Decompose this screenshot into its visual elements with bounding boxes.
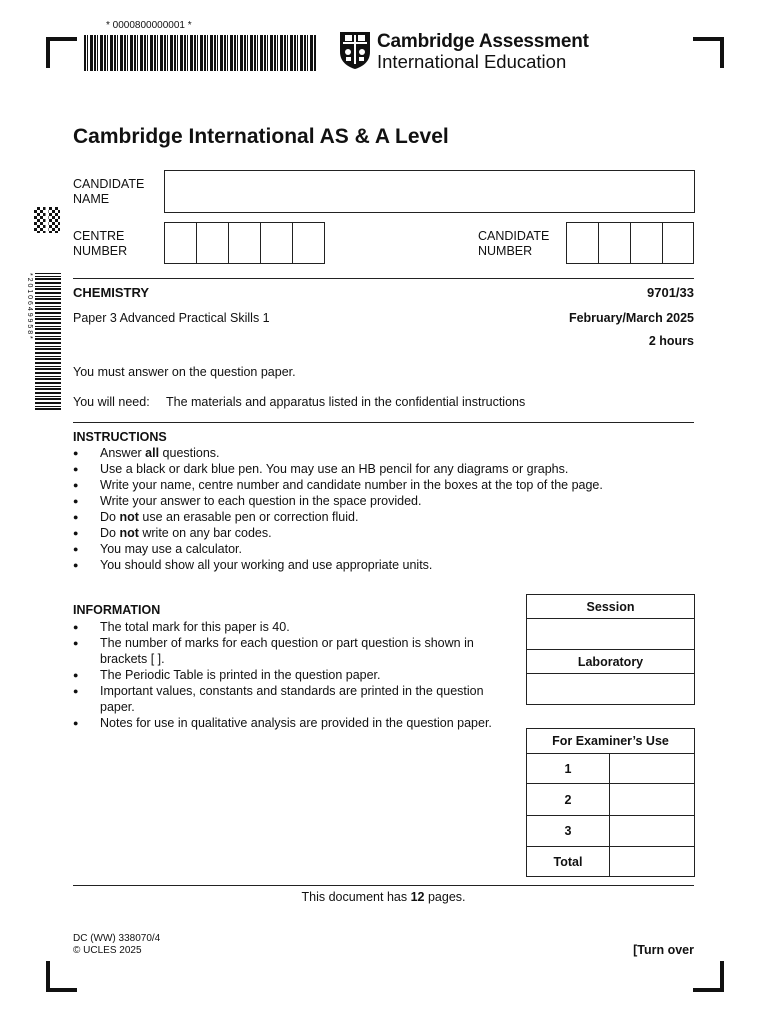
- examiner-row-3-label: 3: [526, 815, 610, 847]
- list-item: ● The number of marks for each question or part question is shown in brackets [ ].: [73, 635, 503, 667]
- list-item: ● Use a black or dark blue pen. You may use an HB pencil for any diagrams or graphs.: [73, 461, 693, 477]
- divider-2: [73, 422, 694, 423]
- list-item: ● Do not use an erasable pen or correction fluid.: [73, 509, 693, 525]
- document-code: DC (WW) 338070/4: [73, 933, 161, 944]
- answer-note: You must answer on the question paper.: [73, 365, 296, 379]
- examiner-row-2-mark[interactable]: [609, 783, 695, 816]
- laboratory-label: Laboratory: [526, 649, 695, 674]
- information-heading: INFORMATION: [73, 603, 161, 617]
- list-item: ● Write your name, centre number and candidate number in the boxes at the top of the page.: [73, 477, 693, 493]
- turn-over: [Turn over: [633, 943, 694, 957]
- need-label: You will need:: [73, 395, 150, 409]
- subject: CHEMISTRY: [73, 285, 150, 300]
- divider-3: [73, 885, 694, 886]
- brand-name-line1: Cambridge Assessment: [377, 31, 589, 52]
- candidate-number-label: CANDIDATE NUMBER: [478, 229, 550, 258]
- brand-name-line2: International Education: [377, 51, 567, 72]
- divider-1: [73, 278, 694, 279]
- exam-session: February/March 2025: [568, 311, 694, 325]
- session-field[interactable]: [526, 618, 695, 650]
- instructions-list: [73, 445, 693, 573]
- barcode-top: [84, 35, 316, 71]
- crop-mark-bottom-right: [693, 961, 724, 992]
- candidate-name-label: CANDIDATE NAME: [73, 177, 145, 206]
- barcode-number: * 0000800000001 *: [106, 20, 192, 31]
- candidate-number-digit-3[interactable]: [630, 222, 663, 264]
- centre-number-digit-3[interactable]: [228, 222, 261, 264]
- copyright: © UCLES 2025: [73, 945, 142, 956]
- examiner-heading: For Examiner’s Use: [526, 728, 695, 754]
- list-item: ● The Periodic Table is printed in the question paper.: [73, 667, 503, 683]
- examiner-row-3-mark[interactable]: [609, 815, 695, 847]
- examiner-row-2-label: 2: [526, 783, 610, 816]
- list-item: ● You may use a calculator.: [73, 541, 693, 557]
- centre-number-digit-4[interactable]: [260, 222, 293, 264]
- side-code: * 2 0 1 0 6 4 9 9 5 8 *: [26, 273, 33, 339]
- laboratory-field[interactable]: [526, 673, 695, 705]
- list-item: ● Important values, constants and standards are printed in the question paper.: [73, 683, 503, 715]
- candidate-number-digit-4[interactable]: [662, 222, 694, 264]
- examiner-total-mark[interactable]: [609, 846, 695, 877]
- page-count: This document has 12 pages.: [301, 890, 466, 904]
- list-item: ● Answer all questions.: [73, 445, 693, 461]
- examiner-row-1-label: 1: [526, 753, 610, 784]
- list-item: ● You should show all your working and use appropriate units.: [73, 557, 693, 573]
- crop-mark-top-right: [693, 37, 724, 68]
- examiner-row-1-mark[interactable]: [609, 753, 695, 784]
- list-item: ● Write your answer to each question in the space provided.: [73, 493, 693, 509]
- qr-code: [34, 207, 60, 233]
- barcode-side: [35, 273, 61, 410]
- paper-title: Paper 3 Advanced Practical Skills 1: [73, 311, 270, 325]
- list-item: ● The total mark for this paper is 40.: [73, 619, 503, 635]
- candidate-number-digit-2[interactable]: [598, 222, 631, 264]
- cambridge-shield-icon: [338, 30, 372, 70]
- candidate-name-field[interactable]: [164, 170, 695, 213]
- information-list: [73, 619, 503, 731]
- page-title: Cambridge International AS & A Level: [73, 125, 449, 148]
- need-text: The materials and apparatus listed in the confidential instructions: [166, 395, 526, 409]
- crop-mark-bottom-left: [46, 961, 77, 992]
- centre-number-digit-5[interactable]: [292, 222, 325, 264]
- instructions-heading: INSTRUCTIONS: [73, 430, 167, 444]
- centre-number-label: CENTRE NUMBER: [73, 229, 128, 258]
- list-item: ● Notes for use in qualitative analysis are provided in the question paper.: [73, 715, 503, 731]
- exam-duration: 2 hours: [648, 334, 694, 348]
- candidate-number-digit-1[interactable]: [566, 222, 599, 264]
- list-item: ● Do not write on any bar codes.: [73, 525, 693, 541]
- session-label: Session: [526, 594, 695, 619]
- crop-mark-top-left: [46, 37, 77, 68]
- centre-number-digit-1[interactable]: [164, 222, 197, 264]
- centre-number-digit-2[interactable]: [196, 222, 229, 264]
- paper-code: 9701/33: [647, 285, 694, 300]
- examiner-total-label: Total: [526, 846, 610, 877]
